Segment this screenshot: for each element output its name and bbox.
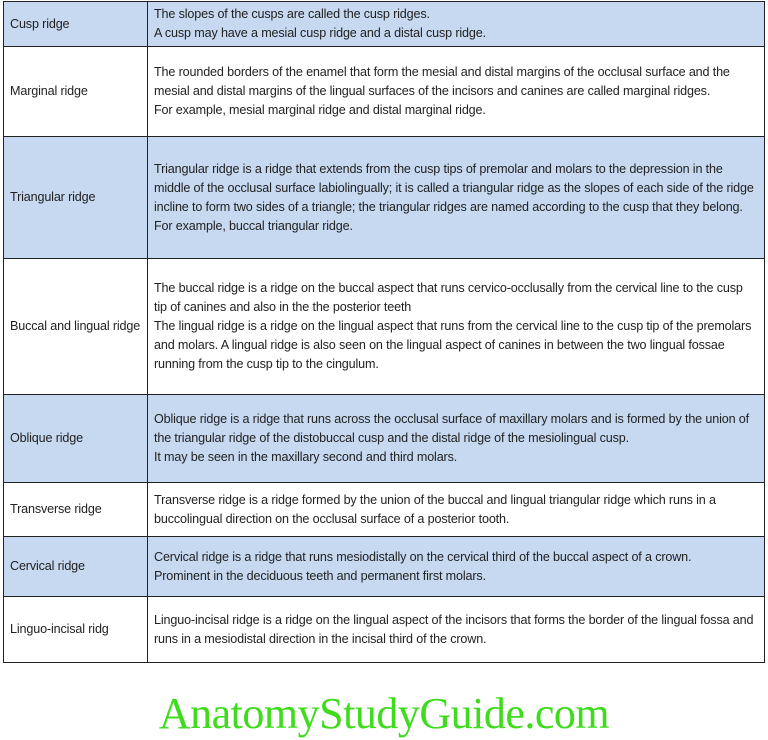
- ridge-description: [148, 2, 765, 47]
- description-paragraph: The slopes of the cusps are called the cusp ridges.: [154, 7, 430, 21]
- ridge-description: [148, 137, 765, 259]
- ridge-term: Marginal ridge: [4, 47, 148, 137]
- ridge-description: [148, 395, 765, 483]
- ridge-term: Triangular ridge: [4, 137, 148, 259]
- table-row: [4, 395, 765, 483]
- watermark: AnatomyStudyGuide.com: [158, 689, 610, 738]
- ridge-term: Transverse ridge: [4, 483, 148, 537]
- table-row: [4, 597, 765, 663]
- table-row: [4, 137, 765, 259]
- description-paragraph: For example, mesial marginal ridge and distal marginal ridge.: [154, 103, 486, 117]
- ridge-description: [148, 47, 765, 137]
- ridges-table: [3, 1, 765, 663]
- description-paragraph: Transverse ridge is a ridge formed by the union of the buccal and lingual triangular ridge which runs in a buccolingual direction on the occlusal surface of a posterior tooth.: [154, 492, 716, 526]
- description-paragraph: The rounded borders of the enamel that form the mesial and distal margins of the occlusal surface and the mesial and distal margins of the lingual surfaces of the incisors and canines are called marginal ridges.: [154, 65, 730, 98]
- table-row: [4, 483, 765, 537]
- description-paragraph: It may be seen in the maxillary second and third molars.: [154, 450, 458, 464]
- table-row: [4, 537, 765, 597]
- ridge-term: Oblique ridge: [4, 395, 148, 483]
- ridge-term: Cervical ridge: [4, 537, 148, 597]
- description-paragraph: Cervical ridge is a ridge that runs mesiodistally on the cervical third of the buccal aspect of a crown.: [154, 549, 692, 564]
- description-paragraph: The buccal ridge is a ridge on the buccal aspect that runs cervico-occlusally from the cervical line to the cusp tip of canines and also in the the posterior teeth: [154, 281, 743, 314]
- ridge-description: [148, 597, 765, 663]
- description-paragraph: Triangular ridge is a ridge that extends from the cusp tips of premolar and molars to the depression in the middle of the occlusal surface labiolingually; it is called a triangular ridge as the slopes of each side of the ridge incline to form two sides of a triangle; the triangular ridges are named according to the cusp that they belong.: [154, 161, 754, 214]
- ridge-term: Buccal and lingual ridge: [4, 259, 148, 395]
- description-paragraph: The lingual ridge is a ridge on the lingual aspect that runs from the cervical line to the cusp tip of the premolars and molars. A lingual ridge is also seen on the lingual aspect of canines in between the two lingual fossae running from the cusp tip to the cingulum.: [154, 319, 752, 371]
- description-paragraph: Oblique ridge is a ridge that runs across the occlusal surface of maxillary molars and is formed by the union of the triangular ridge of the distobuccal cusp and the distal ridge of the mesiolingual cusp.: [154, 412, 749, 445]
- table-row: [4, 2, 765, 47]
- description-paragraph: Linguo-incisal ridge is a ridge on the lingual aspect of the incisors that forms the border of the lingual fossa and runs in a mesiodistal direction in the incisal third of the crown.: [154, 612, 754, 646]
- ridge-term: Cusp ridge: [4, 2, 148, 47]
- table-row: [4, 47, 765, 137]
- description-paragraph: For example, buccal triangular ridge.: [154, 218, 353, 233]
- ridge-description: [148, 259, 765, 395]
- ridge-term: Linguo-incisal ridg: [4, 597, 148, 663]
- ridge-description: [148, 483, 765, 537]
- description-paragraph: A cusp may have a mesial cusp ridge and a distal cusp ridge.: [154, 26, 486, 40]
- description-paragraph: Prominent in the deciduous teeth and permanent first molars.: [154, 568, 486, 583]
- table-row: [4, 259, 765, 395]
- ridge-description: [148, 537, 765, 597]
